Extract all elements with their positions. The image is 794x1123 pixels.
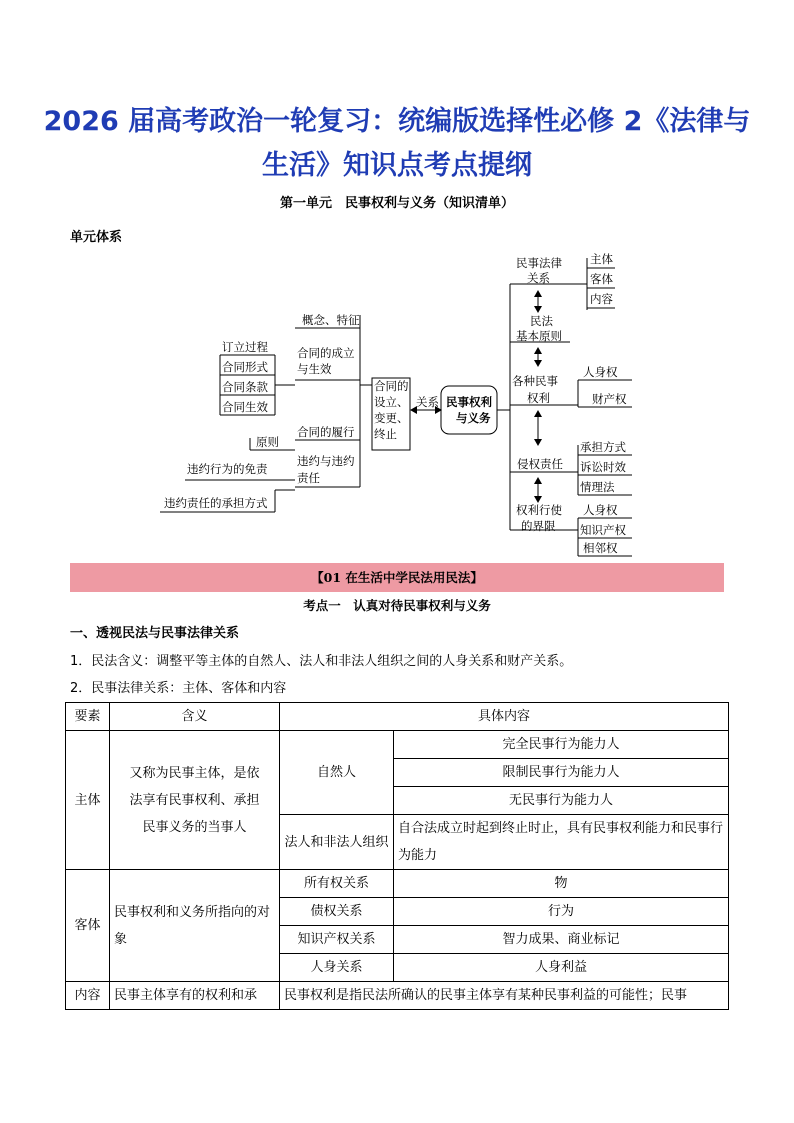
diagram-middle-item: 合同的履行 bbox=[297, 425, 355, 439]
diagram-left-item: 违约行为的免责 bbox=[187, 462, 268, 476]
table-cell: 物 bbox=[394, 870, 729, 898]
civil-relation-table bbox=[65, 702, 729, 1010]
section-banner: 【01 在生活中学民法用民法】 bbox=[70, 563, 724, 592]
diagram-far-right-item: 人身权 bbox=[583, 503, 618, 517]
unit-system-label: 单元体系 bbox=[70, 230, 123, 245]
diagram-far-right-item: 人身权 bbox=[583, 365, 618, 379]
table-cell-object-label: 客体 bbox=[66, 870, 110, 982]
table-cell-content-meaning: 民事主体享有的权利和承 bbox=[110, 982, 280, 1010]
diagram-left-item: 订立过程 bbox=[222, 340, 268, 354]
table-cell: 债权关系 bbox=[280, 898, 394, 926]
table-cell: 完全民事行为能力人 bbox=[394, 731, 729, 759]
diagram-right-item: 民法基本原则 bbox=[516, 314, 562, 343]
table-header-row bbox=[66, 703, 729, 731]
diagram-relation-label: 关系 bbox=[416, 395, 439, 409]
table-cell: 无民事行为能力人 bbox=[394, 787, 729, 815]
kaodian-heading: 考点一 认真对待民事权利与义务 bbox=[303, 598, 491, 613]
diagram-far-right-item: 客体 bbox=[590, 272, 613, 286]
diagram-left-item: 合同形式 bbox=[222, 360, 268, 374]
diagram-far-right-item: 主体 bbox=[590, 252, 613, 266]
diagram-contract-box: 合同的设立、变更、终止 bbox=[374, 379, 409, 441]
unit-subtitle: 第一单元 民事权利与义务（知识清单） bbox=[279, 196, 514, 211]
diagram-right-item: 侵权责任 bbox=[517, 457, 563, 471]
table-cell: 所有权关系 bbox=[280, 870, 394, 898]
diagram-right-item: 民事法律关系 bbox=[516, 256, 562, 285]
table-cell-natural-person: 自然人 bbox=[280, 731, 394, 815]
table-cell-legal-person-desc: 自合法成立时起到终止时止，具有民事权利能力和民事行为能力 bbox=[394, 815, 729, 870]
paragraph-civil-relation: 2．民事法律关系：主体、客体和内容 bbox=[70, 681, 287, 696]
diagram-far-right-item: 相邻权 bbox=[583, 541, 618, 555]
diagram-center-box: 民事权利与义务 bbox=[446, 395, 492, 425]
diagram-middle-item: 合同的成立与生效 bbox=[297, 346, 355, 376]
table-cell: 行为 bbox=[394, 898, 729, 926]
table-row bbox=[66, 731, 729, 759]
table-cell: 人身关系 bbox=[280, 954, 394, 982]
diagram-far-right-item: 情理法 bbox=[580, 480, 615, 494]
table-cell-content-detail: 民事权利是指民法所确认的民事主体享有某种民事利益的可能性；民事 bbox=[280, 982, 729, 1010]
paragraph-civil-law: 1．民法含义：调整平等主体的自然人、法人和非法人组织之间的人身关系和财产关系。 bbox=[70, 654, 573, 669]
table-header-cell: 要素 bbox=[66, 703, 110, 731]
table-row bbox=[66, 870, 729, 898]
table-cell-content-label: 内容 bbox=[66, 982, 110, 1010]
diagram-far-right-item: 知识产权 bbox=[580, 523, 626, 537]
page-title: 2026 届高考政治一轮复习：统编版选择性必修 2《法律与生活》知识点考点提纲 bbox=[43, 106, 751, 181]
diagram-far-right-item: 财产权 bbox=[592, 392, 627, 406]
diagram-left-item: 原则 bbox=[256, 435, 279, 449]
diagram-far-right-item: 诉讼时效 bbox=[580, 460, 626, 474]
diagram-middle-item: 概念、特征 bbox=[302, 313, 360, 327]
diagram-far-right-item: 内容 bbox=[590, 292, 613, 306]
table-cell-subject-meaning: 又称为民事主体，是依法享有民事权利、承担民事义务的当事人 bbox=[110, 731, 280, 870]
table-cell: 限制民事行为能力人 bbox=[394, 759, 729, 787]
table-row bbox=[66, 982, 729, 1010]
diagram-right-item: 各种民事权利 bbox=[512, 374, 558, 405]
diagram-left-item: 违约责任的承担方式 bbox=[164, 496, 268, 510]
diagram-far-right-item: 承担方式 bbox=[580, 440, 626, 454]
unit-structure-diagram bbox=[0, 240, 794, 565]
table-header-cell: 具体内容 bbox=[280, 703, 729, 731]
table-cell: 人身利益 bbox=[394, 954, 729, 982]
diagram-left-item: 合同生效 bbox=[222, 400, 268, 414]
diagram-middle-item: 违约与违约责任 bbox=[297, 454, 355, 485]
table-cell-legal-person: 法人和非法人组织 bbox=[280, 815, 394, 870]
table-cell-object-meaning: 民事权利和义务所指向的对象 bbox=[110, 870, 280, 982]
table-cell: 智力成果、商业标记 bbox=[394, 926, 729, 954]
table-header-cell: 含义 bbox=[110, 703, 280, 731]
section-heading: 一、透视民法与民事法律关系 bbox=[70, 626, 240, 641]
table-cell-subject-label: 主体 bbox=[66, 731, 110, 870]
diagram-left-item: 合同条款 bbox=[222, 380, 268, 394]
table-cell: 知识产权关系 bbox=[280, 926, 394, 954]
diagram-right-item: 权利行使的界限 bbox=[516, 503, 562, 533]
